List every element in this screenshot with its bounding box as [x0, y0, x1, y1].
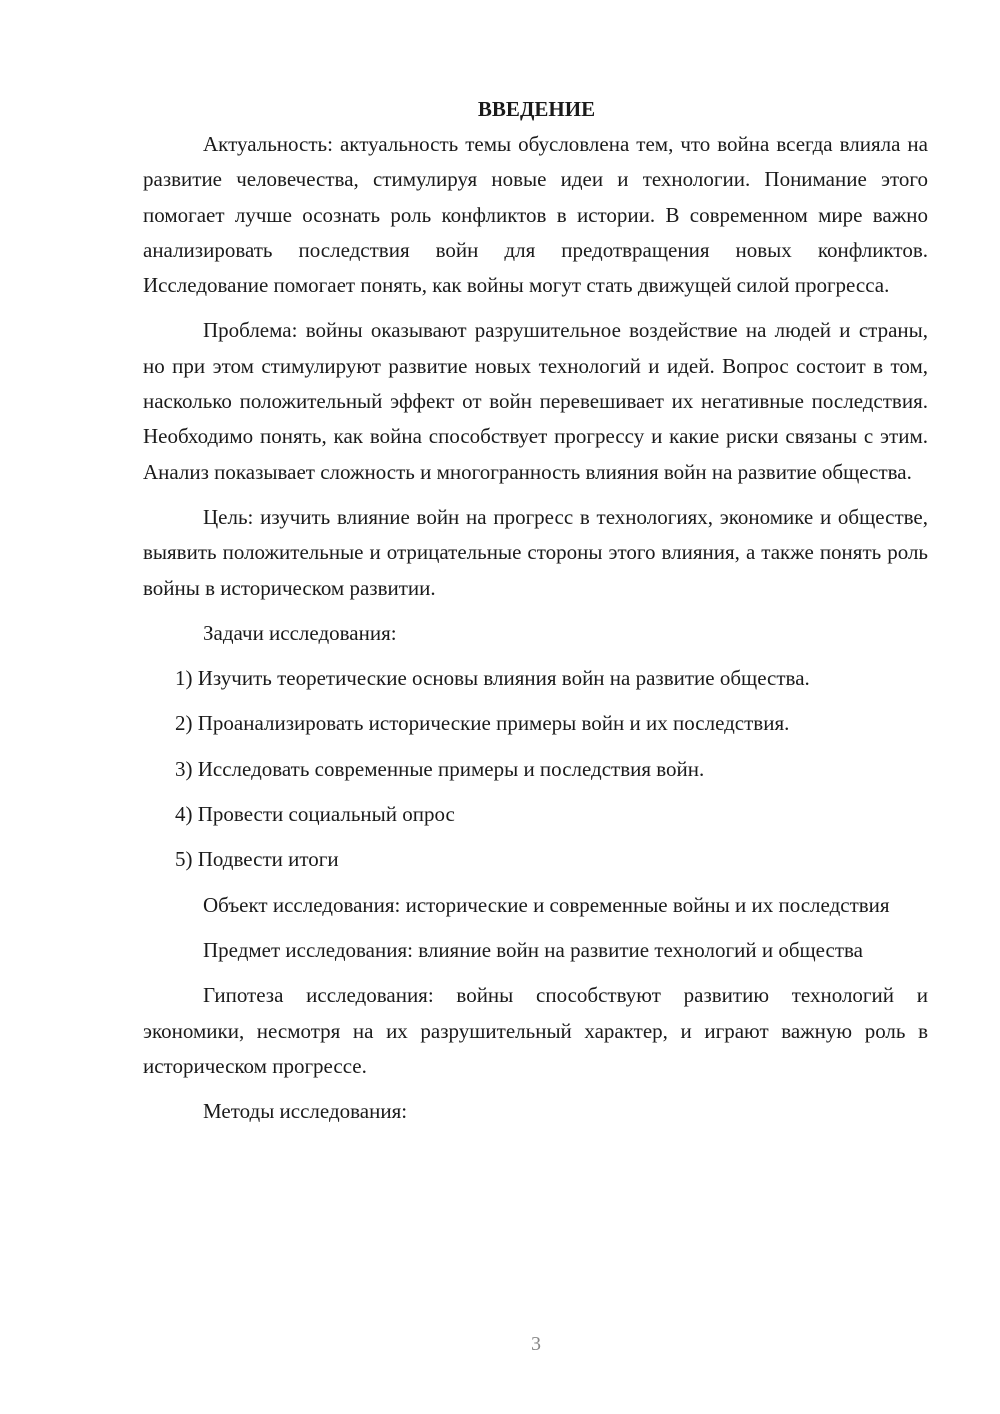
task-item: 4) Провести социальный опрос [175, 802, 455, 827]
relevance-paragraph: Актуальность: актуальность темы обусловлена тем, что война всегда влияла на развитие человечества, стимулируя новые идеи и технологии. Понимание этого помогает лучше осознать роль конфликтов в истории. В современном мире важно анализировать последствия войн для предотвращения новых конфликтов. Исследование помогает понять, как войны могут стать движущей силой прогресса. [143, 132, 928, 298]
task-item: 5) Подвести итоги [175, 847, 339, 872]
document-page [143, 92, 928, 1139]
object-paragraph: Объект исследования: исторические и современные войны и их последствия [203, 892, 890, 917]
task-item: 2) Проанализировать исторические примеры войн и их последствия. [175, 711, 790, 736]
page-number: 3 [531, 1333, 541, 1355]
subject-paragraph: Предмет исследования: влияние войн на развитие технологий и общества [203, 937, 863, 962]
tasks-title: Задачи исследования: [203, 620, 397, 645]
goal-paragraph: Цель: изучить влияние войн на прогресс в технологиях, экономике и обществе, выявить положительные и отрицательные стороны этого влияния, а также понять роль войны в историческом развитии. [143, 504, 928, 600]
task-item: 3) Исследовать современные примеры и последствия войн. [175, 756, 705, 781]
methods-title: Методы исследования: [203, 1099, 408, 1124]
page-title: ВВЕДЕНИЕ [477, 97, 596, 121]
task-item: 1) Изучить теоретические основы влияния войн на развитие общества. [175, 666, 810, 691]
hypothesis-paragraph: Гипотеза исследования: войны способствуют развитию технологий и экономики, несмотря на их разрушительный характер, и играют важную роль в историческом прогрессе. [143, 983, 928, 1078]
problem-paragraph: Проблема: войны оказывают разрушительное воздействие на людей и страны, но при этом стимулируют развитие новых технологий и идей. Вопрос состоит в том, насколько положительный эффект от войн перевешивает их негативные последствия. Необходимо понять, как война способствует прогрессу и какие риски связаны с этим. Анализ показывает сложность и многогранность влияния войн на развитие общества. [143, 318, 928, 484]
